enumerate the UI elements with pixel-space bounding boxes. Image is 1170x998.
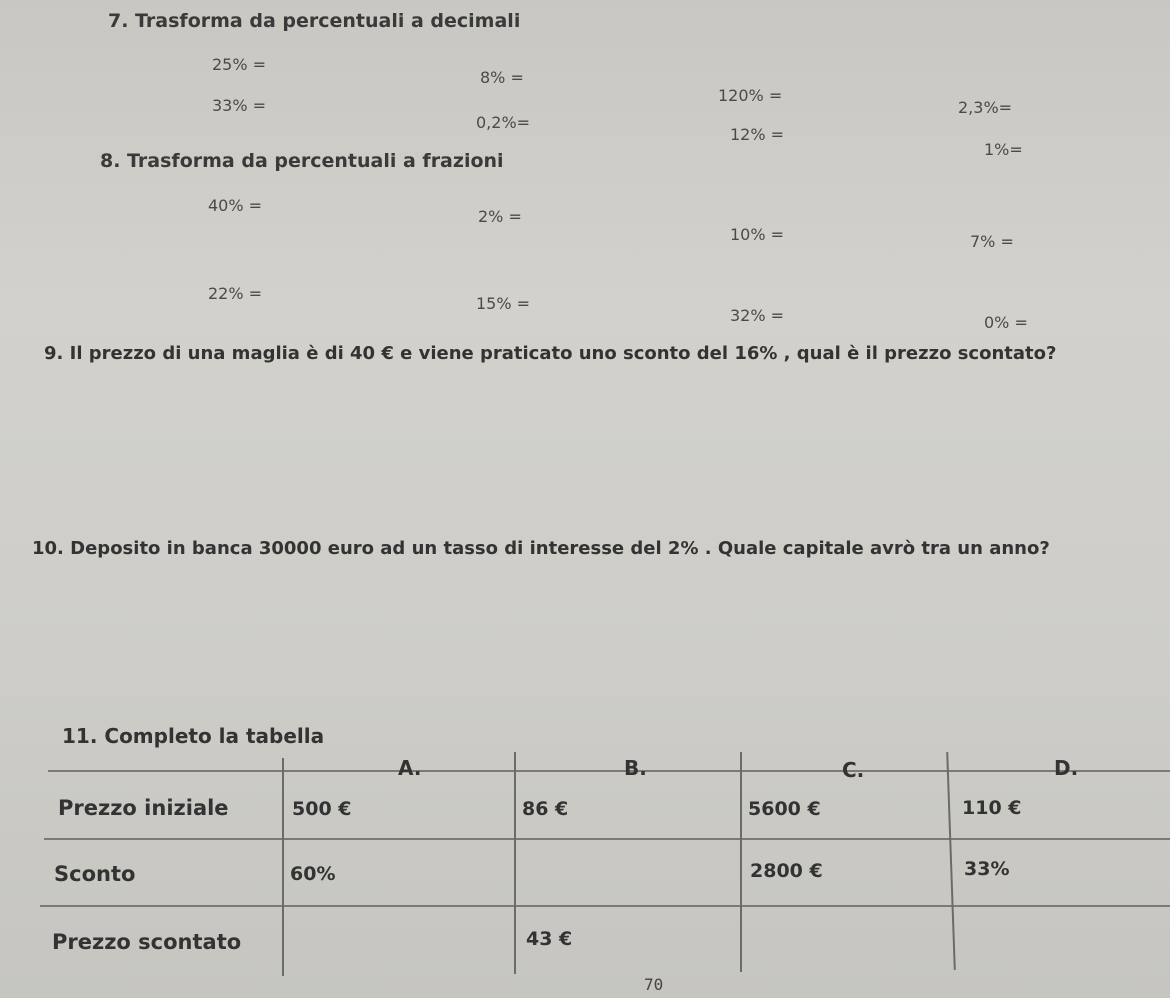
column-header-d: D. <box>1054 756 1079 780</box>
exercise-item: 10% = <box>730 225 785 244</box>
table-divider <box>740 752 742 972</box>
problem-10: 10. Deposito in banca 30000 euro ad un tasso di interesse del 2% . Quale capitale avrò tra un anno? <box>32 538 1050 559</box>
exercise-item: 1%= <box>984 140 1023 159</box>
page-number: 70 <box>644 975 664 994</box>
exercise-item: 120% = <box>718 86 783 105</box>
exercise-item: 0,2%= <box>476 113 531 132</box>
table-divider <box>514 752 516 974</box>
table-cell: 33% <box>964 858 1010 880</box>
section-7-title: 7. Trasforma da percentuali a decimali <box>108 10 521 32</box>
exercise-item: 0% = <box>984 313 1028 332</box>
table-cell: 43 € <box>526 928 573 950</box>
table-rule <box>40 905 1170 907</box>
exercise-item: 2% = <box>478 207 522 226</box>
exercise-item: 15% = <box>476 294 531 313</box>
exercise-item: 32% = <box>730 306 785 325</box>
section-8-title: 8. Trasforma da percentuali a frazioni <box>100 150 504 172</box>
table-cell: 86 € <box>522 798 569 820</box>
exercise-item: 25% = <box>212 55 267 74</box>
row-label-sconto: Sconto <box>54 862 136 886</box>
problem-9: 9. Il prezzo di una maglia è di 40 € e viene praticato uno sconto del 16% , qual è il prezzo scontato? <box>44 343 1057 364</box>
table-rule <box>48 770 1170 772</box>
exercise-item: 2,3%= <box>958 98 1013 117</box>
table-divider <box>946 752 956 970</box>
exercise-item: 33% = <box>212 96 267 115</box>
column-header-c: C. <box>842 758 865 782</box>
table-cell: 500 € <box>292 798 352 820</box>
column-header-a: A. <box>398 756 422 780</box>
table-cell: 110 € <box>962 797 1022 819</box>
table-title: 11. Completo la tabella <box>62 724 325 748</box>
column-header-b: B. <box>624 756 647 780</box>
table-rule <box>44 838 1170 840</box>
row-label-prezzo-scontato: Prezzo scontato <box>52 930 242 954</box>
exercise-item: 12% = <box>730 125 785 144</box>
table-cell: 5600 € <box>748 798 821 820</box>
exercise-item: 8% = <box>480 68 524 87</box>
table-cell: 2800 € <box>750 860 823 882</box>
exercise-item: 22% = <box>208 284 263 303</box>
row-label-prezzo-iniziale: Prezzo iniziale <box>58 796 229 820</box>
exercise-item: 40% = <box>208 196 263 215</box>
table-cell: 60% <box>290 863 336 885</box>
exercise-item: 7% = <box>970 232 1014 251</box>
table-divider <box>282 758 284 976</box>
